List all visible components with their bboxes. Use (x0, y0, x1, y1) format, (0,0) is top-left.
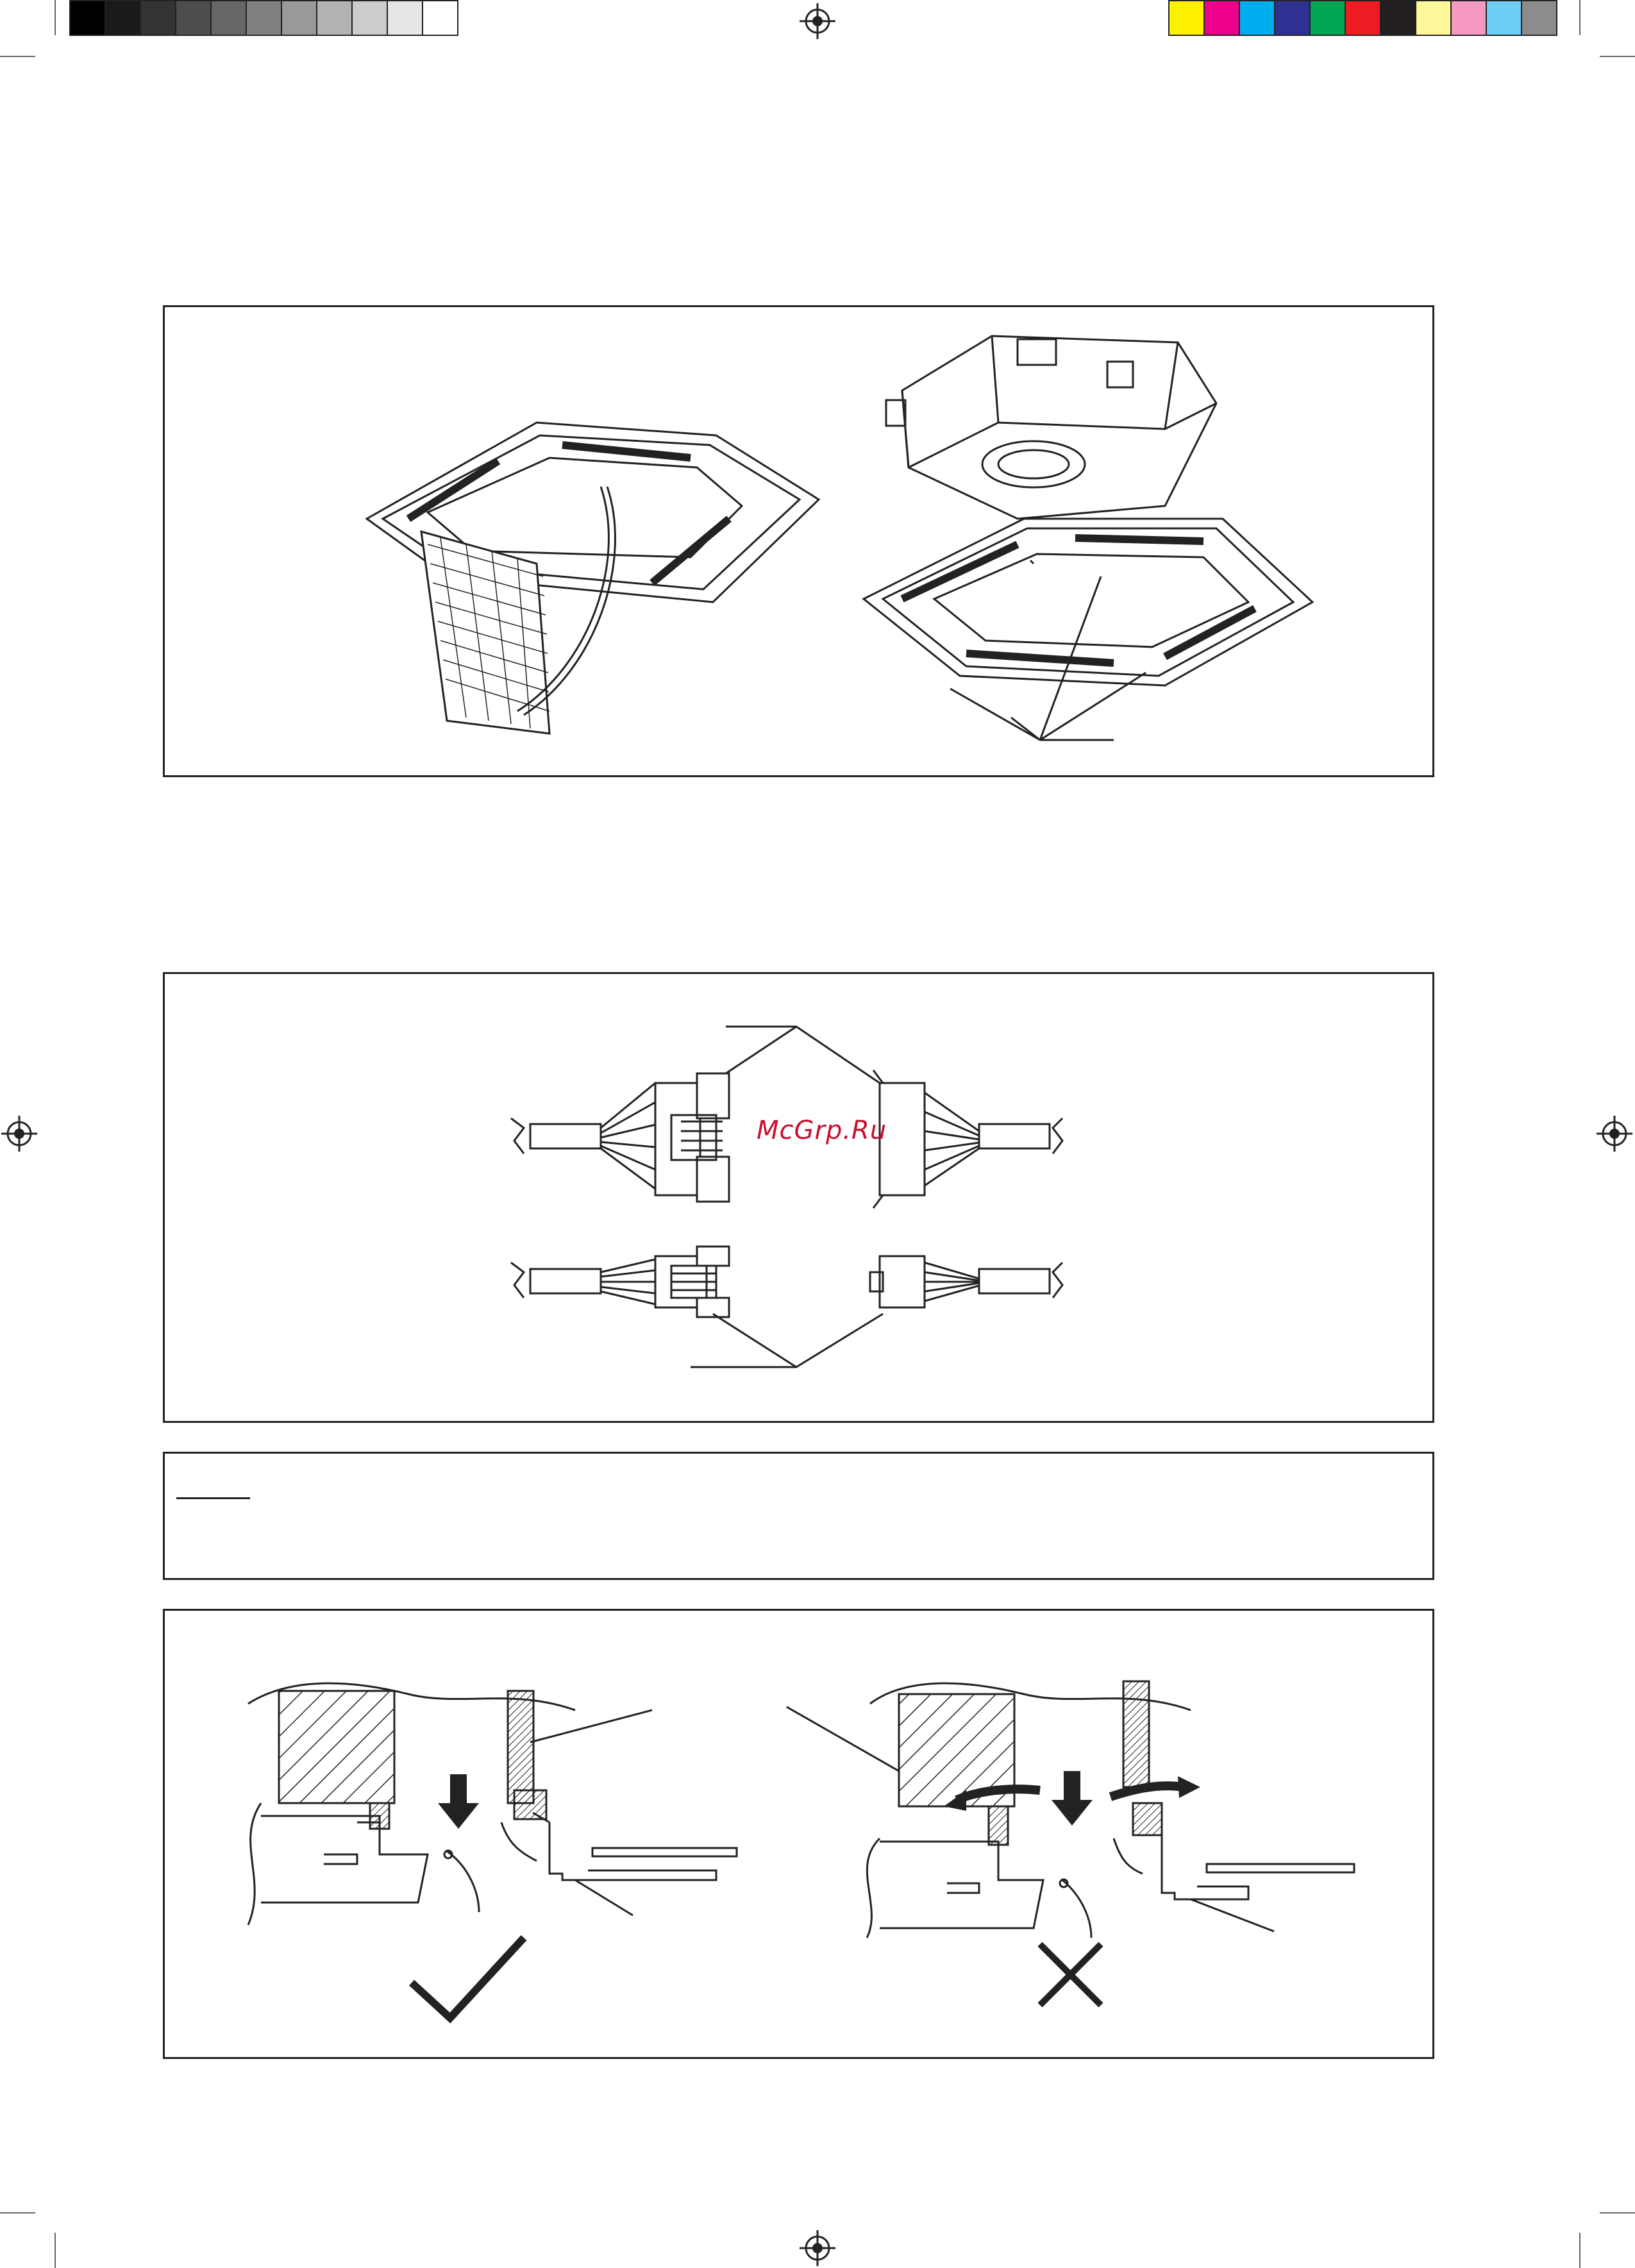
color-swatch (1203, 0, 1240, 36)
color-swatch (316, 0, 353, 36)
installation-comparison-illustration (165, 1611, 1436, 2061)
color-swatch (1450, 0, 1487, 36)
color-swatch (175, 0, 212, 36)
trim-mark (1600, 56, 1635, 57)
trim-mark (1600, 2212, 1635, 2213)
color-swatch (1345, 0, 1381, 36)
trim-mark (1579, 2233, 1581, 2268)
color-swatch (1239, 0, 1275, 36)
color-swatch (105, 0, 141, 36)
color-swatch (1521, 0, 1557, 36)
color-swatch (1415, 0, 1452, 36)
connector-illustration (165, 974, 1436, 1425)
color-swatch (210, 0, 247, 36)
trim-mark (1579, 0, 1581, 35)
color-swatch (140, 0, 176, 36)
note-heading-rule (176, 1497, 250, 1499)
color-swatch (1168, 0, 1205, 36)
trim-mark (55, 2233, 56, 2268)
figure-installation-comparison (163, 1609, 1434, 2059)
process-color-bar (1168, 0, 1556, 37)
color-swatch (1274, 0, 1311, 36)
color-swatch (246, 0, 282, 36)
trim-mark (55, 0, 56, 35)
cross-mark-icon (1040, 1944, 1101, 2005)
registration-mark-icon (1597, 1116, 1632, 1152)
color-swatch (1309, 0, 1346, 36)
figure-grille-panel (163, 305, 1434, 777)
color-swatch (351, 0, 388, 36)
color-swatch (422, 0, 458, 36)
color-swatch (1486, 0, 1522, 36)
registration-mark-icon (1, 1116, 37, 1152)
color-swatch (281, 0, 317, 36)
color-swatch (1380, 0, 1416, 36)
color-swatch (69, 0, 106, 36)
registration-mark-icon (800, 2230, 835, 2266)
figure-connectors (163, 972, 1434, 1423)
grille-panel-illustration (165, 307, 1436, 779)
note-box (163, 1452, 1434, 1580)
color-swatch (387, 0, 423, 36)
trim-mark (0, 56, 35, 57)
check-mark-icon (412, 1938, 524, 2018)
registration-mark-icon (800, 3, 835, 39)
watermark-text: McGrp.Ru (757, 1116, 887, 1145)
grayscale-bar (69, 0, 457, 37)
trim-mark (0, 2212, 35, 2213)
